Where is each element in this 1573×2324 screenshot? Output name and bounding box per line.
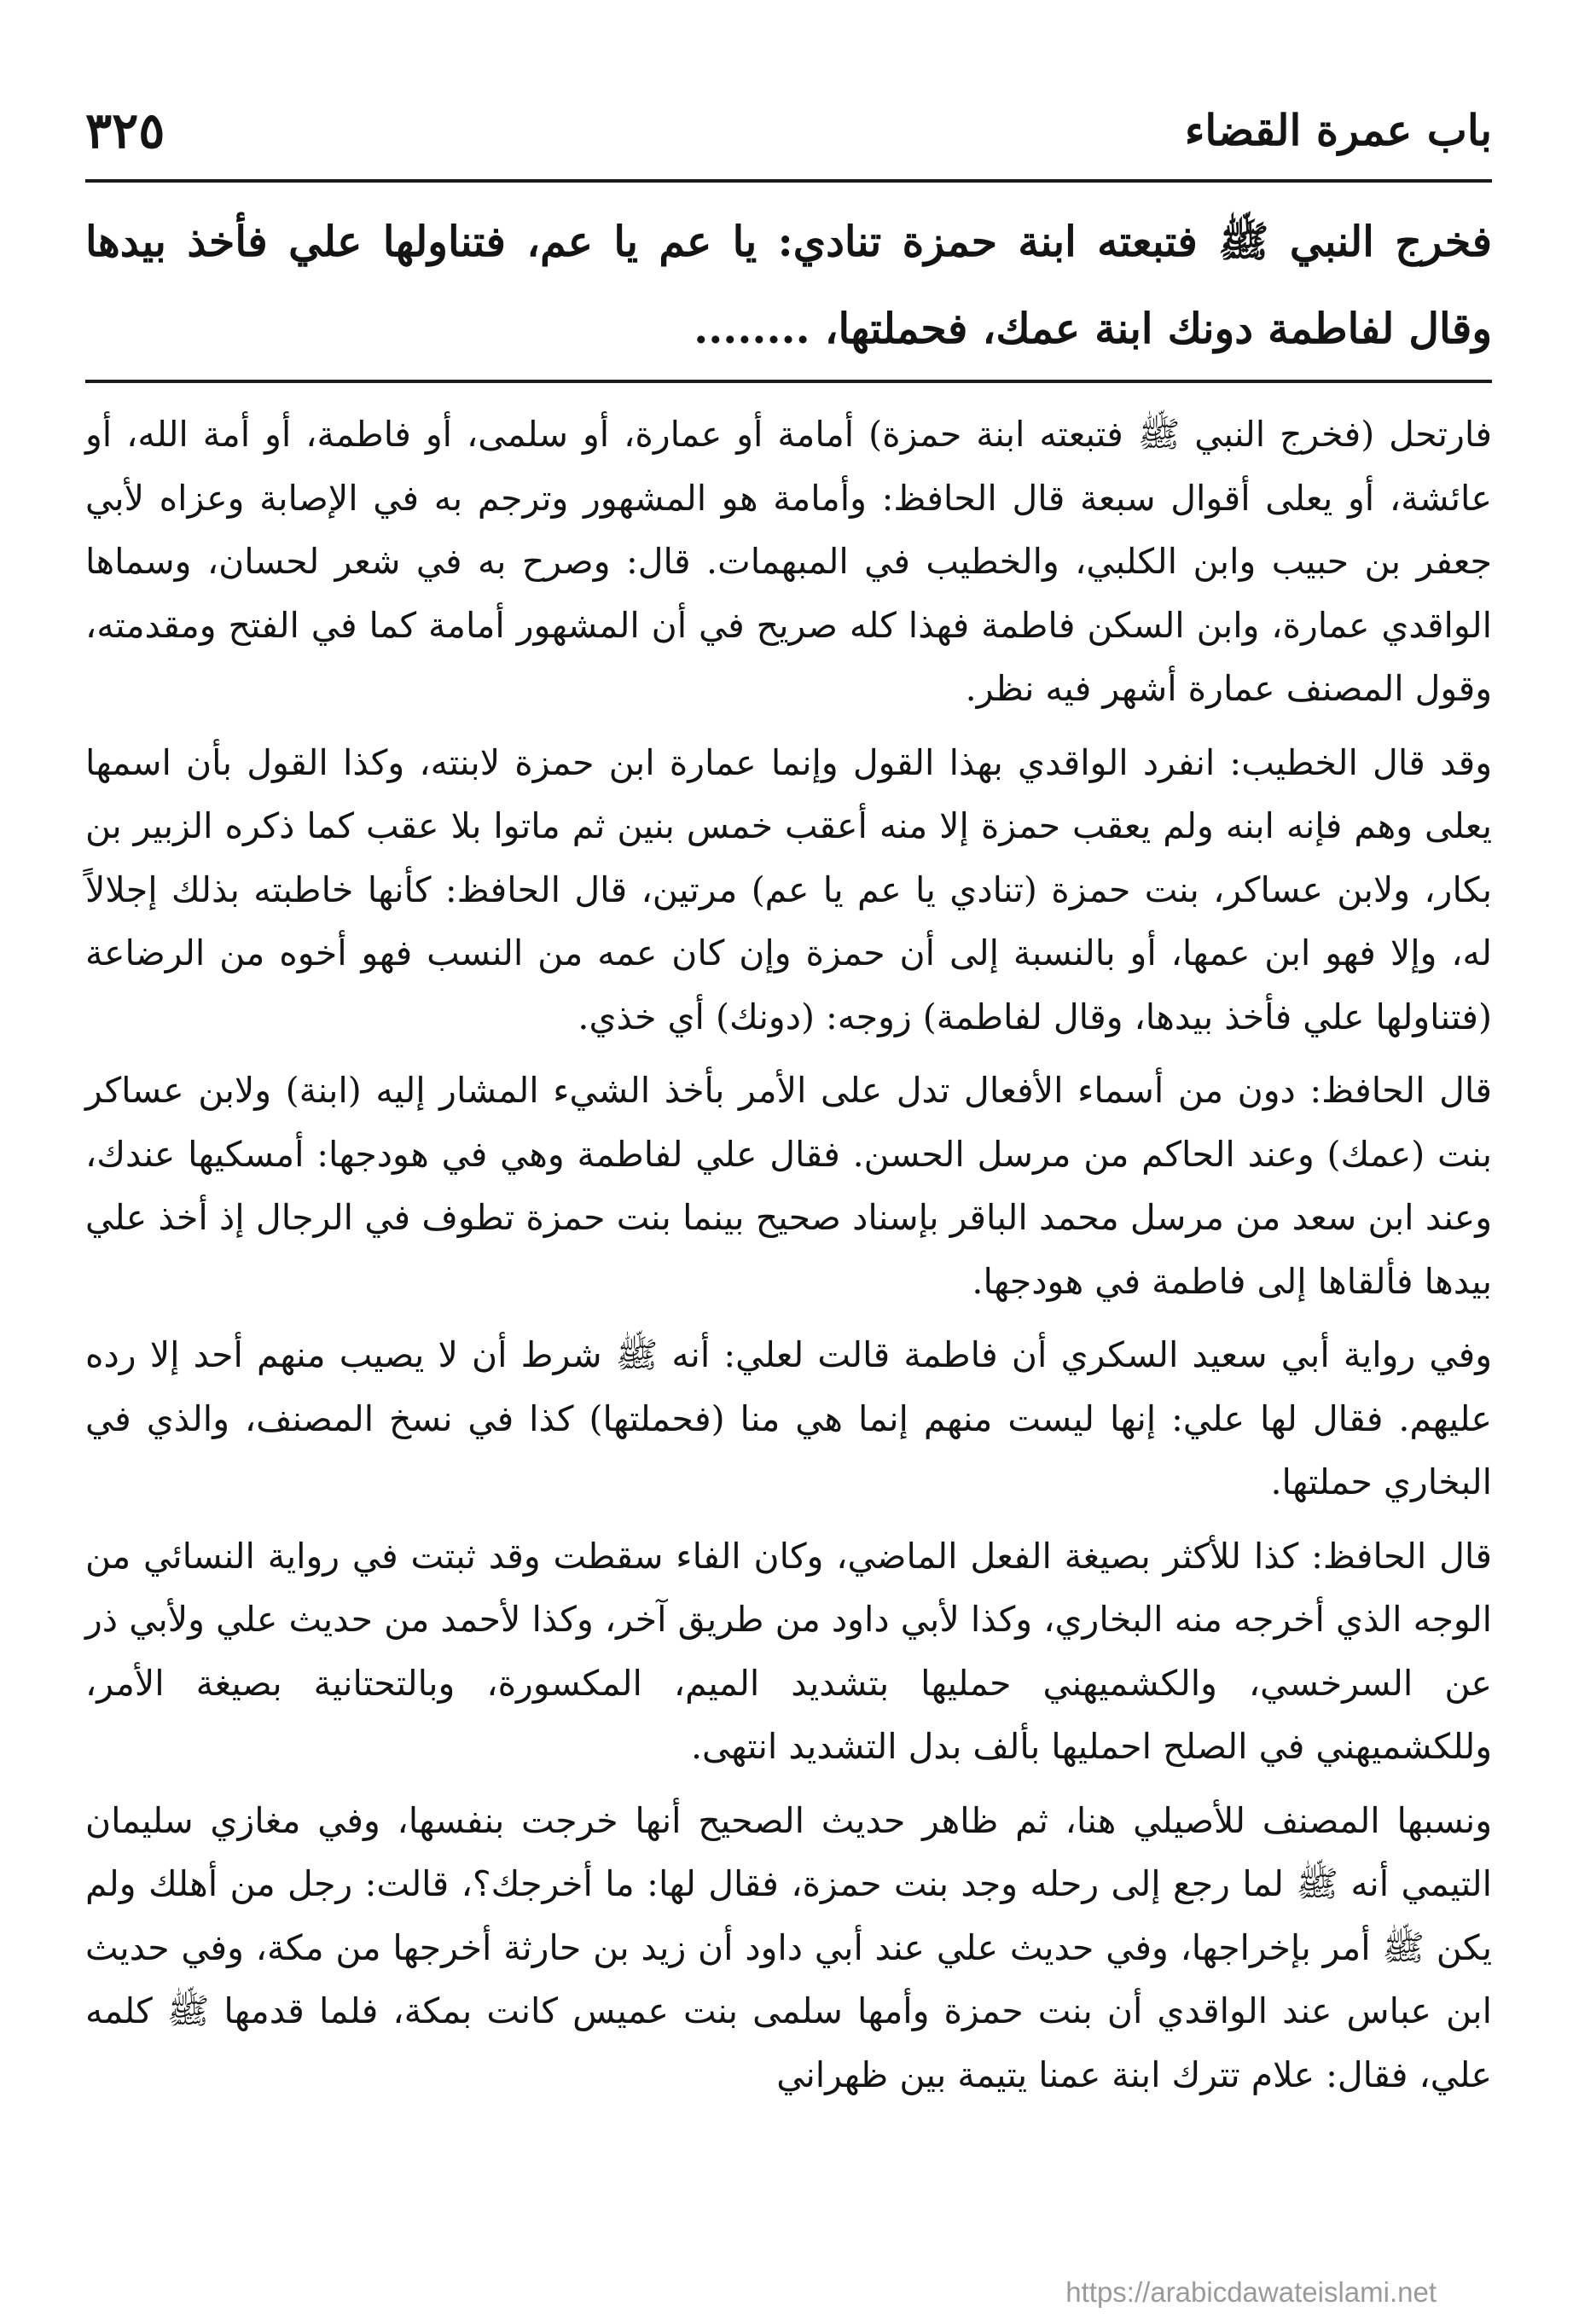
commentary-paragraph: وفي رواية أبي سعيد السكري أن فاطمة قالت لعلي: أنه ﷺ شرط أن لا يصيب منهم أحد إلا رده عليهم. فقال لها علي: إنها ليست منهم إنما هي منا (فحملتها) كذا في نسخ المصنف، والذي في البخاري حملتها.: [85, 1334, 1492, 1502]
page-number: ٣٢٥: [85, 102, 165, 160]
chapter-title: باب عمرة القضاء: [1184, 105, 1492, 155]
hadith-text: فخرج النبي ﷺ فتبعته ابنة حمزة تنادي: يا عم يا عم، فتناولها علي فأخذ بيدها وقال لفاطمة دونك ابنة عمك، فحملتها، ........: [85, 217, 1492, 353]
commentary-paragraph: قال الحافظ: كذا للأكثر بصيغة الفعل الماضي، وكان الفاء سقطت وقد ثبتت في رواية النسائي من الوجه الذي أخرجه منه البخاري، وكذا لأبي داود من طريق آخر، وكذا لأحمد من حديث علي ولأبي ذر عن السرخسي، والكشميهني حمليها بتشديد الميم، المكسورة، وبالتحتانية بصيغة الأمر، وللكشميهني في الصلح احمليها بألف بدل التشديد انتهى.: [85, 1535, 1492, 1767]
text-divider: [85, 380, 1492, 383]
page-header: [85, 92, 1492, 169]
commentary-paragraph: فارتحل (فخرج النبي ﷺ فتبعته ابنة حمزة) أمامة أو عمارة، أو سلمى، أو فاطمة، أو أمة الله، أو عائشة، أو يعلى أقوال سبعة قال الحافظ: وأمامة هو المشهور وترجم به في الإصابة وعزاه لأبي جعفر بن حبيب وابن الكلبي، والخطيب في المبهمات. قال: وصرح به في شعر لحسان، وسماها الواقدي عمارة، وابن السكن فاطمة فهذا كله صريح في أن المشهور أمامة كما في الفتح ومقدمته، وقول المصنف عمارة أشهر فيه نظر.: [85, 414, 1492, 709]
commentary-paragraph: ونسبها المصنف للأصيلي هنا، ثم ظاهر حديث الصحيح أنها خرجت بنفسها، وفي مغازي سليمان التيمي أنه ﷺ لما رجع إلى رحله وجد بنت حمزة، فقال لها: ما أخرجك؟، قالت: رجل من أهلك ولم يكن ﷺ أمر بإخراجها، وفي حديث علي عند أبي داود أن زيد بن حارثة أخرجها من مكة، وفي حديث ابن عباس عند الواقدي أن بنت حمزة وأمها سلمى بنت عميس كانت بمكة، فلما قدمها ﷺ كلمه علي، فقال: علام تترك ابنة عمنا يتيمة بين ظهراني: [85, 1799, 1492, 2095]
header-divider: [85, 179, 1492, 183]
watermark-url: https://arabicdawateislami.net: [1065, 2276, 1437, 2308]
commentary-paragraph: قال الحافظ: دون من أسماء الأفعال تدل على الأمر بأخذ الشيء المشار إليه (ابنة) ولابن عساكر بنت (عمك) وعند الحاكم من مرسل الحسن. فقال علي لفاطمة وهي في هودجها: أمسكيها عندك، وعند ابن سعد من مرسل محمد الباقر بإسناد صحيح بينما بنت حمزة تطوف في الرجال إذ أخذ علي بيدها فألقاها إلى فاطمة في هودجها.: [85, 1070, 1492, 1302]
commentary-paragraph: وقد قال الخطيب: انفرد الواقدي بهذا القول وإنما عمارة ابن حمزة لابنته، وكذا القول بأن اسمها يعلى وهم فإنه ابنه ولم يعقب حمزة إلا منه أعقب خمس بنين ثم ماتوا بلا عقب كما ذكره الزبير بن بكار، ولابن عساكر، بنت حمزة (تنادي يا عم يا عم) مرتين، قال الحافظ: كأنها خاطبته بذلك إجلالاً له، وإلا فهو ابن عمها، أو بالنسبة إلى أن حمزة وإن كان عمه من النسب فهو أخوه من الرضاعة (فتناولها علي فأخذ بيدها، وقال لفاطمة) زوجه: (دونك) أي خذي.: [85, 741, 1492, 1037]
commentary: [85, 403, 1492, 2117]
